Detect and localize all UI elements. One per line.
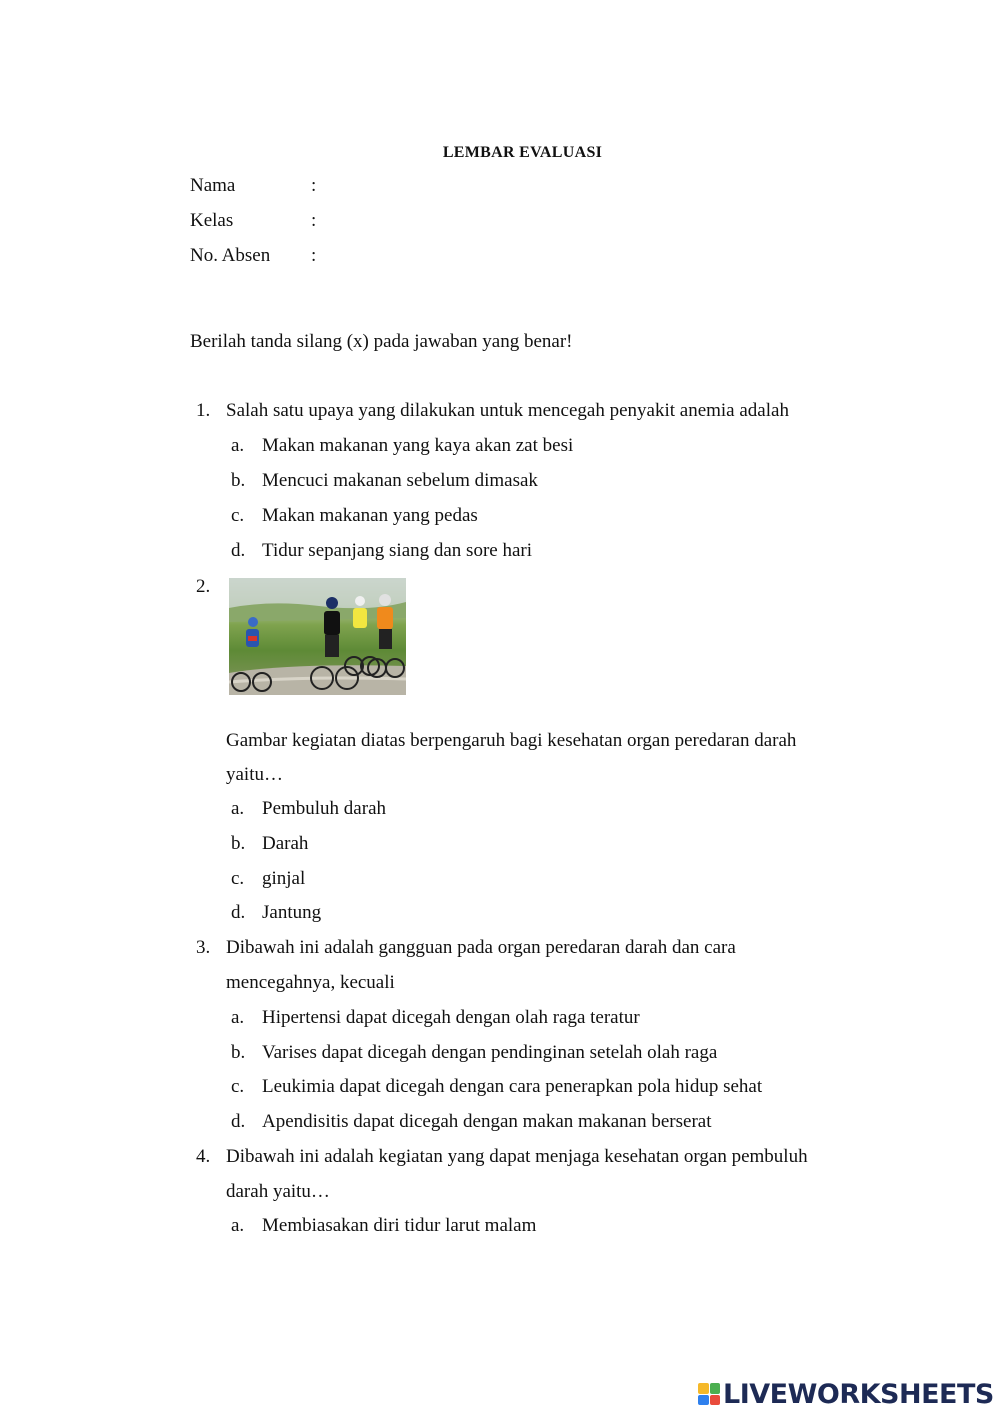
option-letter[interactable]: a. xyxy=(231,1007,245,1028)
question-text: darah yaitu… xyxy=(226,1181,330,1202)
option-letter[interactable]: c. xyxy=(231,505,245,526)
option-letter[interactable]: c. xyxy=(231,868,245,889)
identity-colon: : xyxy=(311,175,317,196)
question-text: Dibawah ini adalah kegiatan yang dapat menjaga kesehatan organ pembuluh xyxy=(226,1146,808,1167)
option-text[interactable]: Membiasakan diri tidur larut malam xyxy=(262,1215,537,1236)
option-letter[interactable]: a. xyxy=(231,435,245,456)
liveworksheets-logo-icon xyxy=(698,1383,720,1405)
question-text: Dibawah ini adalah gangguan pada organ peredaran darah dan cara xyxy=(226,937,736,958)
identity-colon: : xyxy=(311,245,317,266)
liveworksheets-brand xyxy=(698,1378,994,1410)
option-letter[interactable]: b. xyxy=(231,1042,246,1063)
option-letter[interactable]: d. xyxy=(231,540,246,561)
option-letter[interactable]: a. xyxy=(231,798,245,819)
option-letter[interactable]: b. xyxy=(231,833,246,854)
option-text[interactable]: Mencuci makanan sebelum dimasak xyxy=(262,470,538,491)
option-text[interactable]: Makan makanan yang pedas xyxy=(262,505,478,526)
instruction-text: Berilah tanda silang (x) pada jawaban yang benar! xyxy=(190,331,573,352)
option-text[interactable]: Jantung xyxy=(262,902,322,923)
option-text[interactable]: Leukimia dapat dicegah dengan cara penerapkan pola hidup sehat xyxy=(262,1076,763,1097)
identity-label-kelas: Kelas xyxy=(190,210,234,231)
question-text: yaitu… xyxy=(226,764,283,785)
cycling-family-photo xyxy=(229,578,406,695)
identity-label-absen: No. Absen xyxy=(190,245,271,266)
option-letter[interactable]: a. xyxy=(231,1215,245,1236)
question-text: Salah satu upaya yang dilakukan untuk mencegah penyakit anemia adalah xyxy=(226,400,789,421)
question-number: 1. xyxy=(196,400,211,421)
option-text[interactable]: Hipertensi dapat dicegah dengan olah raga teratur xyxy=(262,1007,640,1028)
option-text[interactable]: Pembuluh darah xyxy=(262,798,387,819)
identity-label-nama: Nama xyxy=(190,175,236,196)
page-title: LEMBAR EVALUASI xyxy=(442,144,603,161)
option-letter[interactable]: b. xyxy=(231,470,246,491)
option-text[interactable]: Darah xyxy=(262,833,309,854)
option-letter[interactable]: d. xyxy=(231,902,246,923)
option-text[interactable]: Varises dapat dicegah dengan pendinginan setelah olah raga xyxy=(262,1042,718,1063)
question-number: 2. xyxy=(196,576,211,597)
option-text[interactable]: Tidur sepanjang siang dan sore hari xyxy=(262,540,532,561)
option-letter[interactable]: d. xyxy=(231,1111,246,1132)
option-text[interactable]: ginjal xyxy=(262,868,306,889)
option-text[interactable]: Apendisitis dapat dicegah dengan makan makanan berserat xyxy=(262,1111,712,1132)
identity-colon: : xyxy=(311,210,317,231)
cyclists-illustration xyxy=(229,578,406,695)
question-text: mencegahnya, kecuali xyxy=(226,972,395,993)
option-text[interactable]: Makan makanan yang kaya akan zat besi xyxy=(262,435,574,456)
question-number: 4. xyxy=(196,1146,211,1167)
question-number: 3. xyxy=(196,937,211,958)
question-text: Gambar kegiatan diatas berpengaruh bagi kesehatan organ peredaran darah xyxy=(226,730,797,751)
brand-text: LIVEWORKSHEETS xyxy=(723,1378,994,1410)
option-letter[interactable]: c. xyxy=(231,1076,245,1097)
